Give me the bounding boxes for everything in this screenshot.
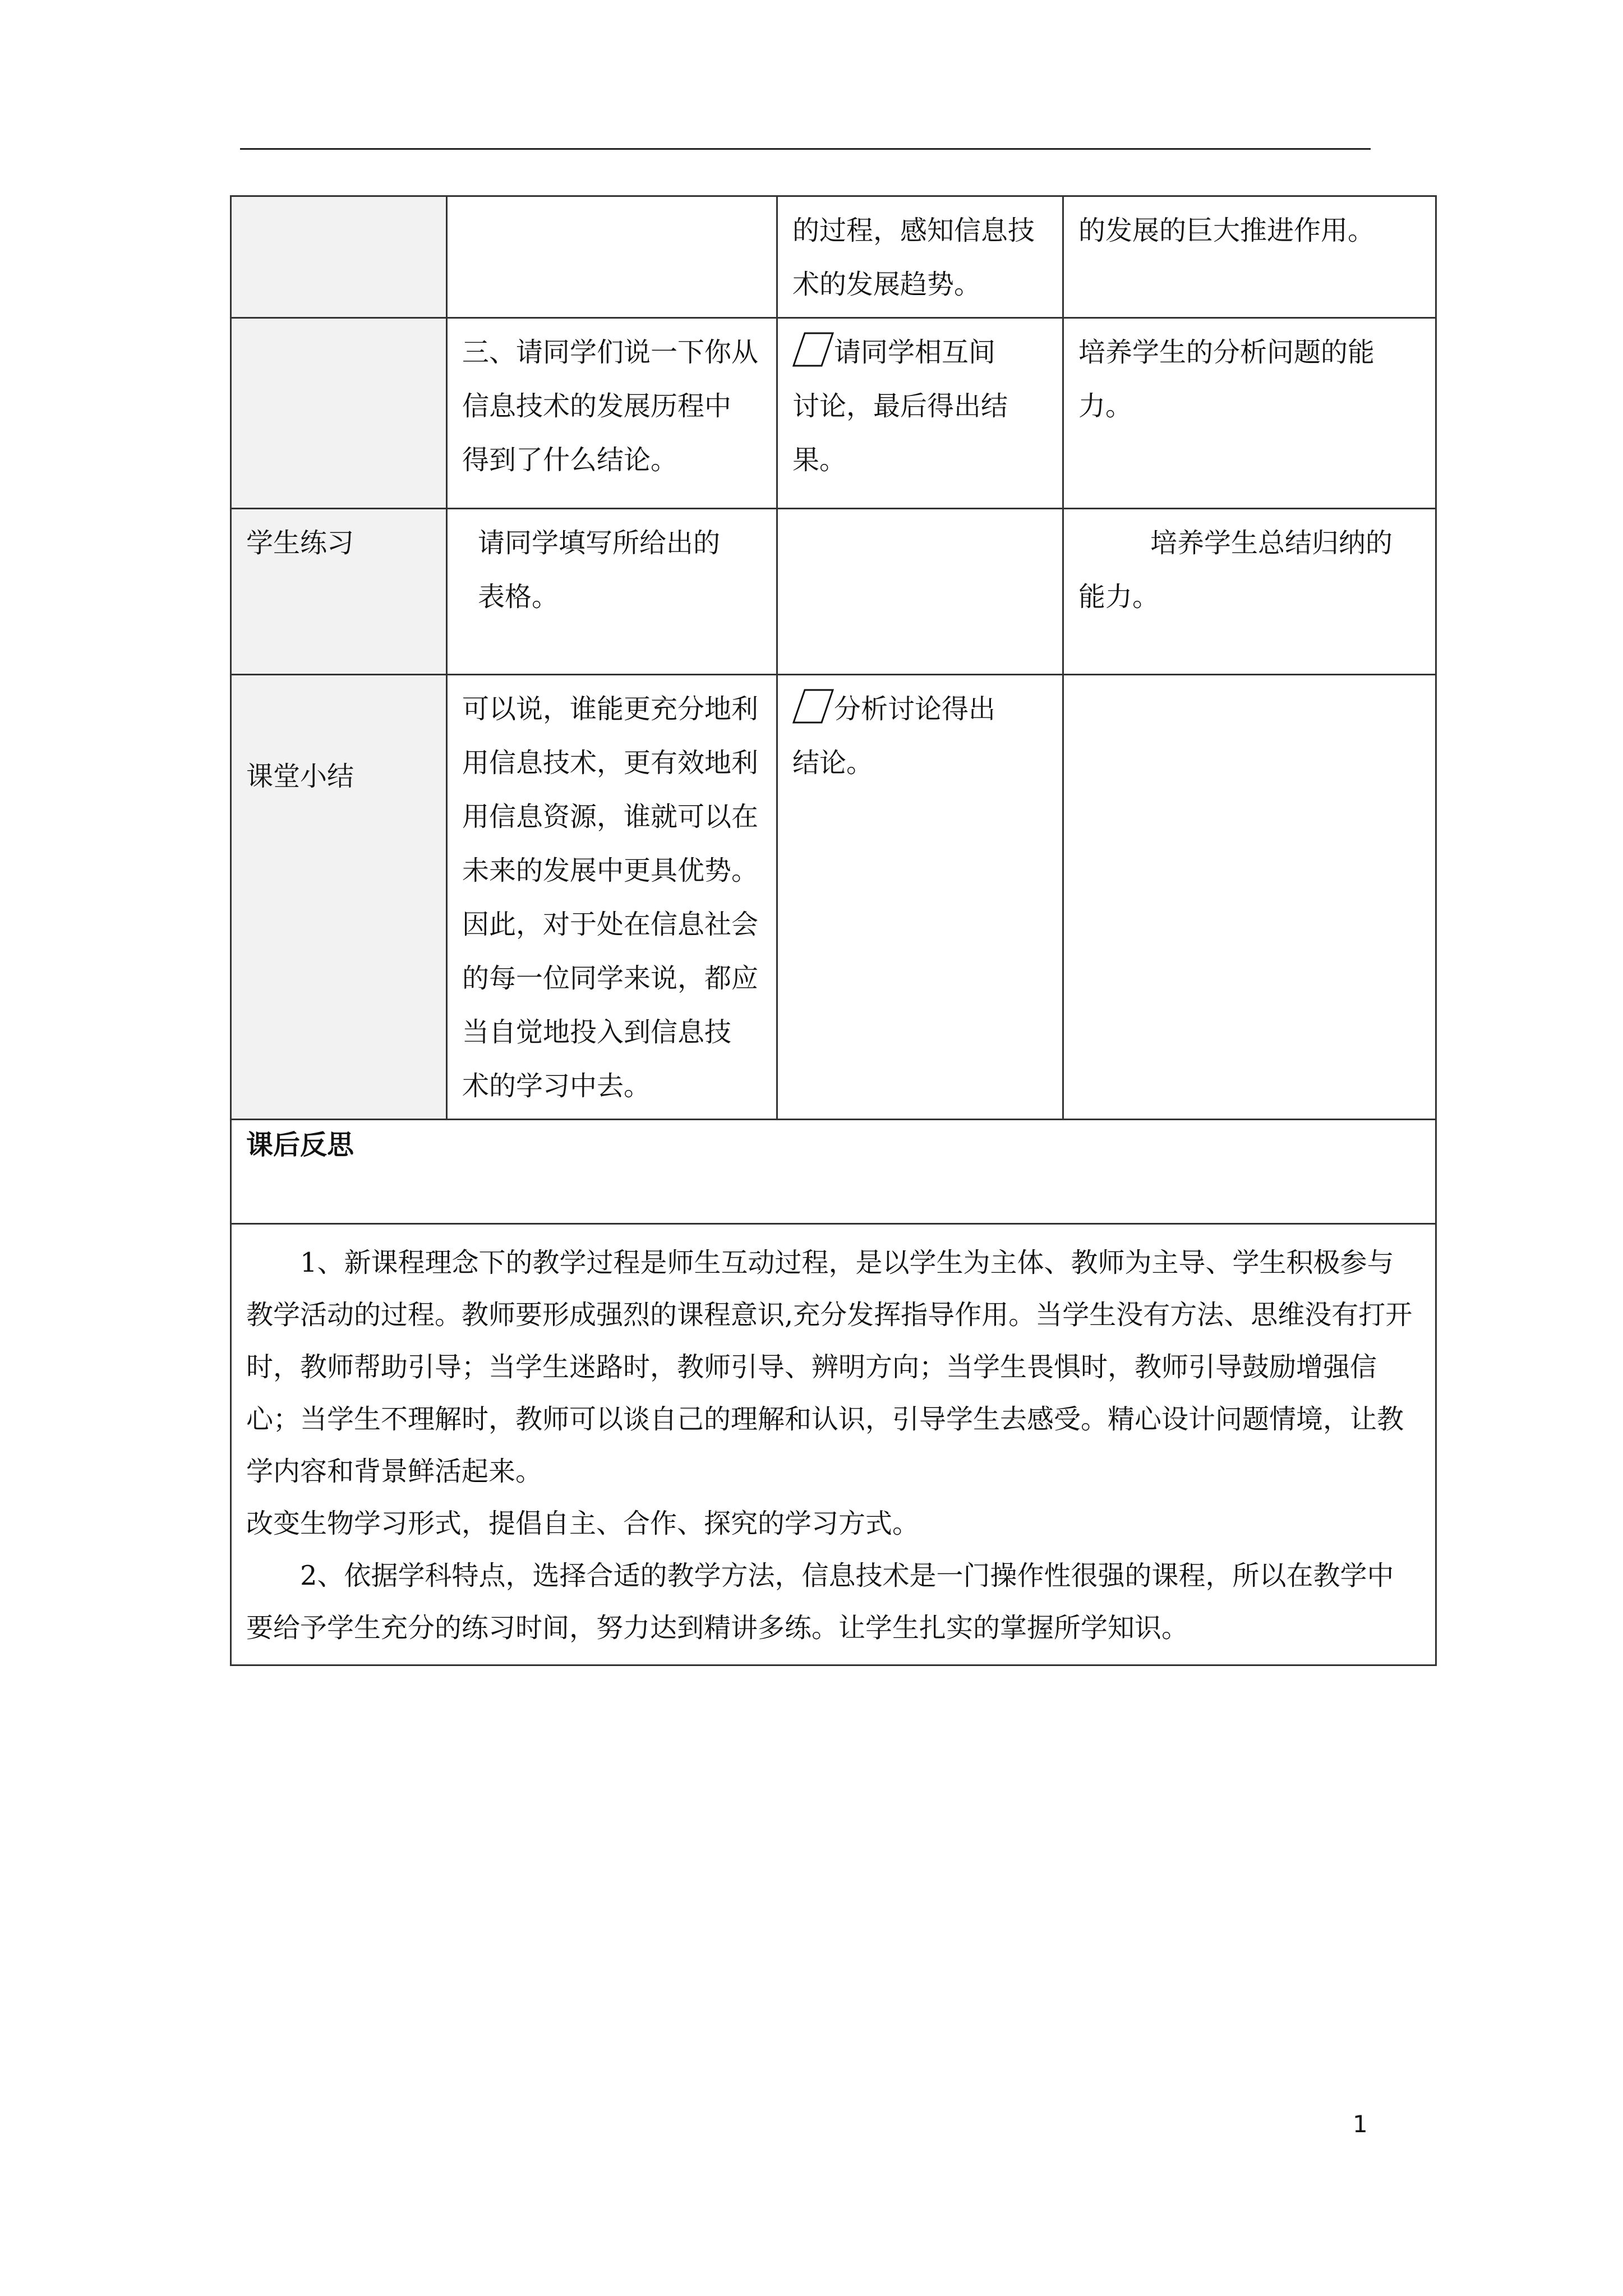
reflection-title: 课后反思 (246, 1129, 354, 1161)
cell-line: 培养学生的分析问题的能 (1078, 337, 1375, 368)
cell-text: 请同学相互间 (834, 337, 996, 368)
table-row (231, 318, 1436, 509)
page-number: 1 (1353, 2110, 1368, 2138)
cell-purpose (1063, 318, 1436, 509)
cell-student-activity (777, 318, 1063, 509)
cell-teacher-activity (447, 196, 777, 318)
reflection-paragraph-3: 2、依据学科特点，选择合适的教学方法，信息技术是一门操作性很强的课程，所以在教学中要给予学生充分的练习时间，努力达到精讲多练。让学生扎实的掌握所学知识。 (246, 1560, 1394, 1644)
cell-line: 的发展的巨大推进作用。 (1078, 215, 1375, 246)
cell-line: 当自觉地投入到信息技 (462, 1016, 732, 1048)
cell-purpose (1063, 196, 1436, 318)
cell-student-activity (777, 509, 1063, 675)
reflection-paragraph-2: 改变生物学习形式，提倡自主、合作、探究的学习方式。 (246, 1508, 920, 1539)
table-row (231, 509, 1436, 675)
header-rule (240, 148, 1371, 150)
cell-teacher-activity (447, 675, 777, 1120)
reflection-body-cell (231, 1224, 1436, 1665)
cell-stage-label (231, 675, 447, 1120)
cell-teacher-activity (447, 318, 777, 509)
cell-line: 讨论，最后得出结果。 (792, 390, 1008, 476)
cell-purpose (1063, 675, 1436, 1120)
cell-line: 得到了什么结论。 (462, 444, 678, 476)
cell-line: 未来的发展中更具优势。 (462, 855, 759, 886)
cell-teacher-activity (447, 509, 777, 675)
cell-line: 三、请同学们说一下你从 (462, 337, 759, 368)
cell-line: 培养学生总结归纳的 (1150, 527, 1393, 559)
cell-line: 表格。 (478, 581, 559, 613)
cell-student-activity (777, 196, 1063, 318)
parallelogram-icon (792, 689, 834, 724)
cell-line: 结论。 (792, 747, 874, 779)
cell-line: 力。 (1078, 390, 1133, 422)
cell-line: 可以说，谁能更充分地利 (462, 693, 759, 725)
table-row (231, 196, 1436, 318)
cell-stage (231, 318, 447, 509)
cell-line: 用信息技术，更有效地利 (462, 747, 759, 779)
cell-line: 用信息资源，谁就可以在 (462, 801, 759, 832)
cell-student-activity (777, 675, 1063, 1120)
cell-line (792, 325, 1048, 379)
table-row (231, 1120, 1436, 1224)
cell-line: 课堂小结 (246, 761, 354, 792)
cell-text: 分析讨论得出 (834, 693, 996, 725)
cell-line: 因此，对于处在信息社会 (462, 909, 759, 940)
cell-line: 术的学习中去。 (462, 1070, 651, 1102)
parallelogram-icon (792, 332, 834, 367)
cell-line: 能力。 (1078, 581, 1160, 613)
reflection-title-cell (231, 1120, 1436, 1224)
cell-line: 的过程，感知信息技 (792, 215, 1035, 246)
cell-line: 的每一位同学来说，都应 (462, 963, 759, 994)
cell-line: 术的发展趋势。 (792, 269, 981, 300)
cell-line: 信息技术的发展历程中 (462, 390, 732, 422)
cell-stage-label: 学生练习 (231, 509, 447, 675)
reflection-paragraph-1: 1、新课程理念下的教学过程是师生互动过程，是以学生为主体、教师为主导、学生积极参与教学活动的过程。教师要形成强烈的课程意识,充分发挥指导作用。当学生没有方法、思维没有打开时，教师帮助引导；当学生迷路时，教师引导、辨明方向；当学生畏惧时，教师引导鼓励增强信心；当学生不理解时，教师可以谈自己的理解和认识，引导学生去感受。精心设计问题情境，让教学内容和背景鲜活起来。 (246, 1247, 1413, 1487)
lesson-table (230, 195, 1437, 1666)
table-row (231, 675, 1436, 1120)
cell-stage (231, 196, 447, 318)
cell-purpose (1063, 509, 1436, 675)
cell-line: 请同学填写所给出的 (478, 527, 721, 559)
table-row (231, 1224, 1436, 1665)
cell-line (792, 682, 1048, 736)
